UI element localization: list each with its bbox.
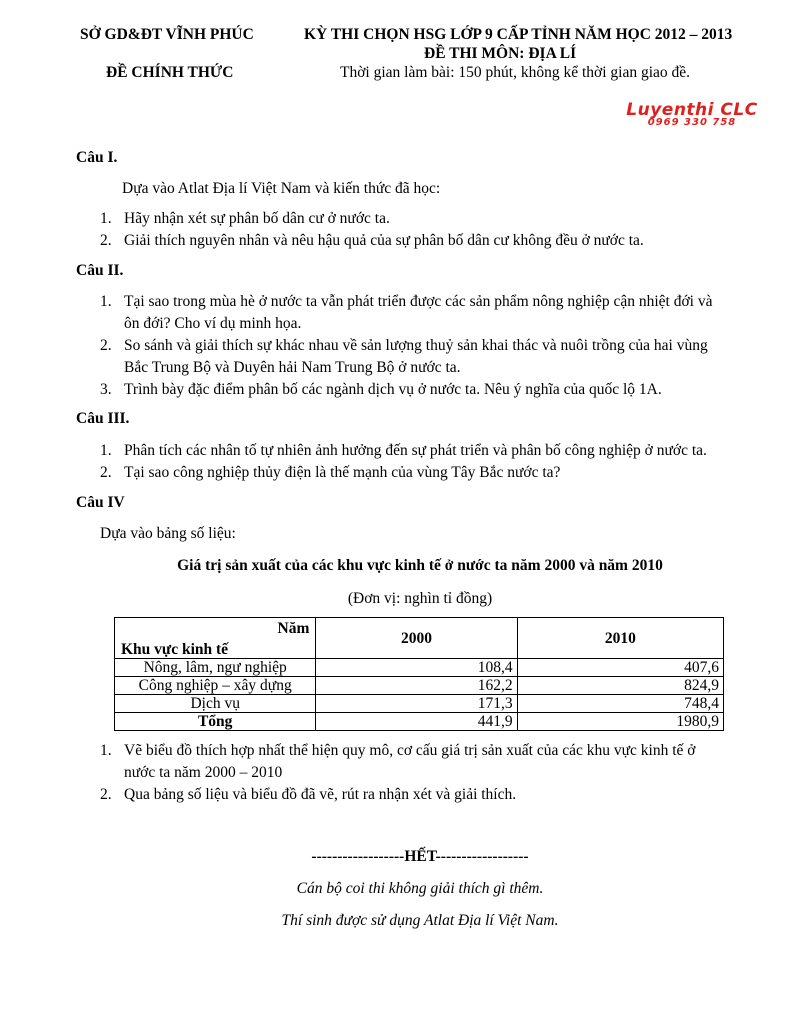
item-number: 3. <box>100 381 112 398</box>
corner-cell <box>115 618 316 659</box>
table-row <box>115 695 724 713</box>
total-label: Tổng <box>115 713 316 731</box>
row-label: Công nghiệp – xây dựng <box>115 677 316 695</box>
total-2010: 1980,9 <box>517 713 723 731</box>
corner-sector-label: Khu vực kinh tế <box>121 641 229 658</box>
subject-title: ĐỀ THI MÔN: ĐỊA LÍ <box>424 45 577 62</box>
table-unit: (Đơn vị: nghìn tỉ đồng) <box>347 590 493 607</box>
table-header-row <box>115 618 724 659</box>
value-2000: 171,3 <box>316 695 517 713</box>
data-table <box>114 617 724 731</box>
item-number: 2. <box>100 232 112 249</box>
footer-note-proctor: Cán bộ coi thi không giải thích gì thêm. <box>296 880 544 897</box>
end-marker: ------------------HẾT------------------ <box>311 848 529 865</box>
year-header-2000: 2000 <box>316 618 517 659</box>
item-number: 2. <box>100 464 112 481</box>
footer-note-atlas: Thí sinh được sử dụng Atlat Địa lí Việt Nam. <box>281 912 559 929</box>
question-1-intro: Dựa vào Atlat Địa lí Việt Nam và kiến thức đã học: <box>122 180 441 197</box>
item-number: 2. <box>100 337 112 354</box>
item-number: 1. <box>100 210 112 227</box>
row-label: Dịch vụ <box>115 695 316 713</box>
question-2-title: Câu II. <box>76 262 124 279</box>
value-2000: 162,2 <box>316 677 517 695</box>
official-label: ĐỀ CHÍNH THỨC <box>106 64 234 81</box>
brand-name: Luyenthi CLC <box>626 100 758 120</box>
value-2010: 407,6 <box>517 659 723 677</box>
item-number: 2. <box>100 786 112 803</box>
item-text: Hãy nhận xét sự phân bố dân cư ở nước ta. <box>124 210 390 227</box>
exam-time: Thời gian làm bài: 150 phút, không kể thời gian giao đề. <box>340 64 691 81</box>
table-title: Giá trị sản xuất của các khu vực kinh tế ở nước ta năm 2000 và năm 2010 <box>177 557 663 574</box>
question-1-title: Câu I. <box>76 149 118 166</box>
item-number: 1. <box>100 742 112 759</box>
question-4-title: Câu IV <box>76 494 125 511</box>
table-total-row <box>115 713 724 731</box>
item-text: Tại sao công nghiệp thủy điện là thế mạnh của vùng Tây Bắc nước ta? <box>124 464 561 481</box>
item-number: 1. <box>100 442 112 459</box>
value-2010: 748,4 <box>517 695 723 713</box>
item-text: Qua bảng số liệu và biểu đồ đã vẽ, rút ra nhận xét và giải thích. <box>124 786 517 803</box>
item-text: Giải thích nguyên nhân và nêu hậu quả của sự phân bố dân cư không đều ở nước ta. <box>124 232 644 249</box>
question-3-title: Câu III. <box>76 410 130 427</box>
value-2010: 824,9 <box>517 677 723 695</box>
value-2000: 108,4 <box>316 659 517 677</box>
total-2000: 441,9 <box>316 713 517 731</box>
table-row <box>115 677 724 695</box>
item-text: Trình bày đặc điểm phân bố các ngành dịch vụ ở nước ta. Nêu ý nghĩa của quốc lộ 1A. <box>124 381 662 398</box>
brand-phone: 0969 330 758 <box>647 117 737 128</box>
item-text: nước ta năm 2000 – 2010 <box>124 764 283 781</box>
question-4-intro: Dựa vào bảng số liệu: <box>100 525 236 542</box>
corner-year-label: Năm <box>277 620 310 637</box>
item-text: So sánh và giải thích sự khác nhau về sản lượng thuỷ sản khai thác và nuôi trồng của hai vùng <box>124 337 708 354</box>
year-header-2010: 2010 <box>517 618 723 659</box>
item-text: Vẽ biểu đồ thích hợp nhất thể hiện quy mô, cơ cấu giá trị sản xuất của các khu vực kinh tế ở <box>124 742 696 759</box>
item-text: Bắc Trung Bộ và Duyên hải Nam Trung Bộ ở nước ta. <box>124 359 461 376</box>
exam-title: KỲ THI CHỌN HSG LỚP 9 CẤP TỈNH NĂM HỌC 2012 – 2013 <box>304 26 733 43</box>
table-row <box>115 659 724 677</box>
org-name: SỞ GD&ĐT VĨNH PHÚC <box>80 26 254 43</box>
item-text: ôn đới? Cho ví dụ minh họa. <box>124 315 302 332</box>
item-number: 1. <box>100 293 112 310</box>
brand-logo <box>614 100 770 128</box>
item-text: Tại sao trong mùa hè ở nước ta vẫn phát triển được các sản phẩm nông nghiệp cận nhiệt đới và <box>124 293 713 310</box>
row-label: Nông, lâm, ngư nghiệp <box>115 659 316 677</box>
item-text: Phân tích các nhân tố tự nhiên ảnh hưởng đến sự phát triển và phân bố công nghiệp ở nước ta. <box>124 442 707 459</box>
